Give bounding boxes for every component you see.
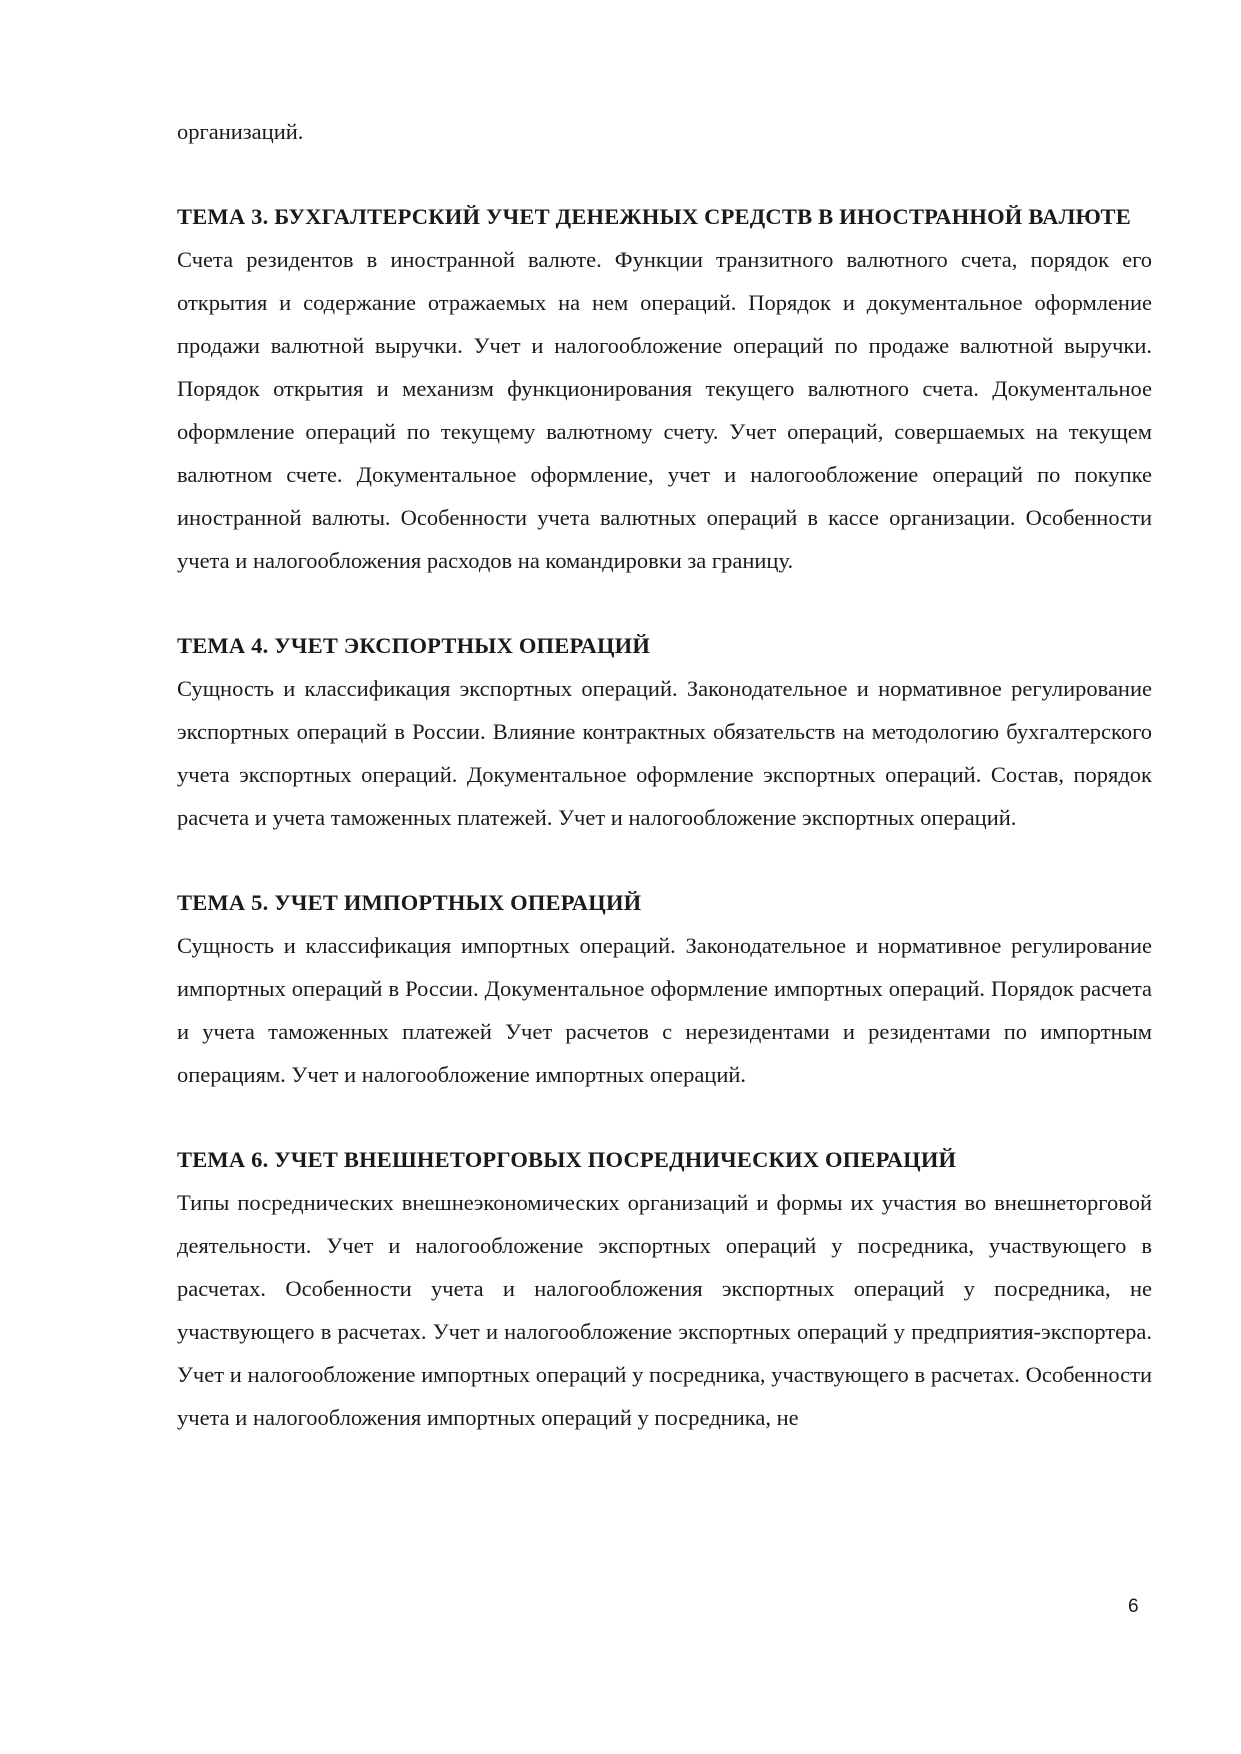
section-title: ТЕМА 5. УЧЕТ ИМПОРТНЫХ ОПЕРАЦИЙ — [177, 890, 642, 915]
section-topic-5 — [177, 881, 1152, 1096]
section-title: ТЕМА 4. УЧЕТ ЭКСПОРТНЫХ ОПЕРАЦИЙ — [177, 633, 651, 658]
section-title: ТЕМА 3. БУХГАЛТЕРСКИЙ УЧЕТ ДЕНЕЖНЫХ СРЕДСТВ В ИНОСТРАННОЙ ВАЛЮТЕ — [177, 204, 1131, 229]
section-topic-6 — [177, 1138, 1152, 1439]
section-body: Сущность и классификация экспортных операций. Законодательное и нормативное регулирование экспортных операций в России. Влияние контрактных обязательств на методологию бухгалтерского учета экспортных операций. Документальное оформление экспортных операций. Состав, порядок расчета и учета таможенных платежей. Учет и налогообложение экспортных операций. — [177, 676, 1152, 830]
continuation-text: организаций. — [177, 119, 304, 144]
page-number: 6 — [1128, 1596, 1139, 1617]
section-body: Типы посреднических внешнеэкономических организаций и формы их участия во внешнеторговой деятельности. Учет и налогообложение экспортных операций у посредника, участвующего в расчетах. Особенности учета и налогообложения экспортных операций у посредника, не участвующего в расчетах. Учет и налогообложение экспортных операций у предприятия-экспортера. Учет и налогообложение импортных операций у посредника, участвующего в расчетах. Особенности учета и налогообложения импортных операций у посредника, не — [177, 1190, 1152, 1430]
section-title: ТЕМА 6. УЧЕТ ВНЕШНЕТОРГОВЫХ ПОСРЕДНИЧЕСКИХ ОПЕРАЦИЙ — [177, 1147, 957, 1172]
document-page — [177, 110, 1152, 1439]
section-topic-4 — [177, 624, 1152, 839]
section-topic-3 — [177, 195, 1152, 582]
section-body: Счета резидентов в иностранной валюте. Функции транзитного валютного счета, порядок его открытия и содержание отражаемых на нем операций. Порядок и документальное оформление продажи валютной выручки. Учет и налогообложение операций по продаже валютной выручки. Порядок открытия и механизм функционирования текущего валютного счета. Документальное оформление операций по текущему валютному счету. Учет операций, совершаемых на текущем валютном счете. Документальное оформление, учет и налогообложение операций по покупке иностранной валюты. Особенности учета валютных операций в кассе организации. Особенности учета и налогообложения расходов на командировки за границу. — [177, 247, 1152, 573]
section-body: Сущность и классификация импортных операций. Законодательное и нормативное регулирование импортных операций в России. Документальное оформление импортных операций. Порядок расчета и учета таможенных платежей Учет расчетов с нерезидентами и резидентами по импортным операциям. Учет и налогообложение импортных операций. — [177, 933, 1152, 1087]
